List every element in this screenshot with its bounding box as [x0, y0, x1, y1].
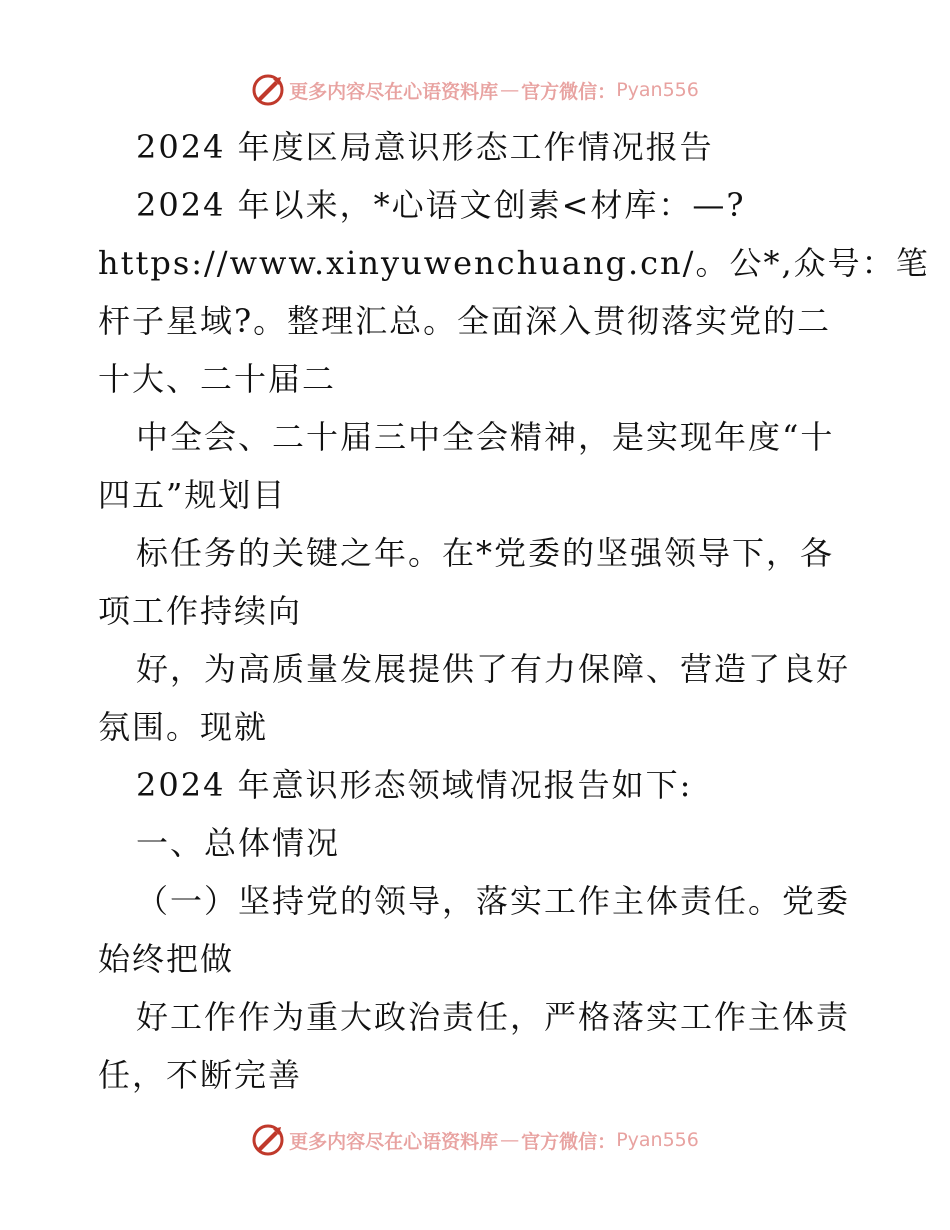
- paragraph-line: 好工作作为重大政治责任，严格落实工作主体责: [136, 998, 851, 1036]
- banner-separator: —: [500, 79, 520, 101]
- section-heading: 一、总体情况: [136, 824, 341, 862]
- quill-logo-icon: [251, 1123, 285, 1157]
- paragraph-line: 项工作持续向: [98, 592, 303, 630]
- document-title: 2024 年度区局意识形态工作情况报告: [136, 128, 714, 166]
- banner-account-id: Pyan556: [616, 79, 699, 101]
- banner-text: 更多内容尽在心语资料库: [289, 1130, 499, 1153]
- paragraph-line: 标任务的关键之年。在*党委的坚强领导下，各: [136, 534, 835, 572]
- quill-logo-icon: [251, 73, 285, 107]
- paragraph-line: 四五”规划目: [98, 476, 287, 514]
- header-banner: [0, 70, 950, 110]
- subsection-heading: （一）坚持党的领导，落实工作主体责任。党委: [136, 882, 851, 920]
- paragraph-line: 好，为高质量发展提供了有力保障、营造了良好: [136, 650, 851, 688]
- paragraph-line: https://www.xinyuwenchuang.cn/。公*,众号：笔: [98, 244, 930, 282]
- banner-separator: —: [500, 1129, 520, 1151]
- banner-account-label: 官方微信：: [521, 80, 617, 103]
- banner-account-label: 官方微信：: [521, 1130, 617, 1153]
- banner-account-id: Pyan556: [616, 1129, 699, 1151]
- paragraph-line: 杆子星域?。整理汇总。全面深入贯彻落实党的二: [98, 302, 832, 340]
- banner-text: 更多内容尽在心语资料库: [289, 80, 499, 103]
- paragraph-line: 任，不断完善: [98, 1056, 303, 1094]
- footer-banner: [0, 1120, 950, 1160]
- paragraph-line: 氛围。现就: [98, 708, 269, 746]
- paragraph-line: 始终把做: [98, 940, 235, 978]
- paragraph-line: 2024 年以来，*心语文创素<材库：—?: [136, 186, 746, 224]
- paragraph-line: 2024 年意识形态领域情况报告如下:: [136, 766, 693, 804]
- document-body: [98, 118, 930, 1104]
- paragraph-line: 中全会、二十届三中全会精神，是实现年度“十: [136, 418, 835, 456]
- paragraph-line: 十大、二十届二: [98, 360, 337, 398]
